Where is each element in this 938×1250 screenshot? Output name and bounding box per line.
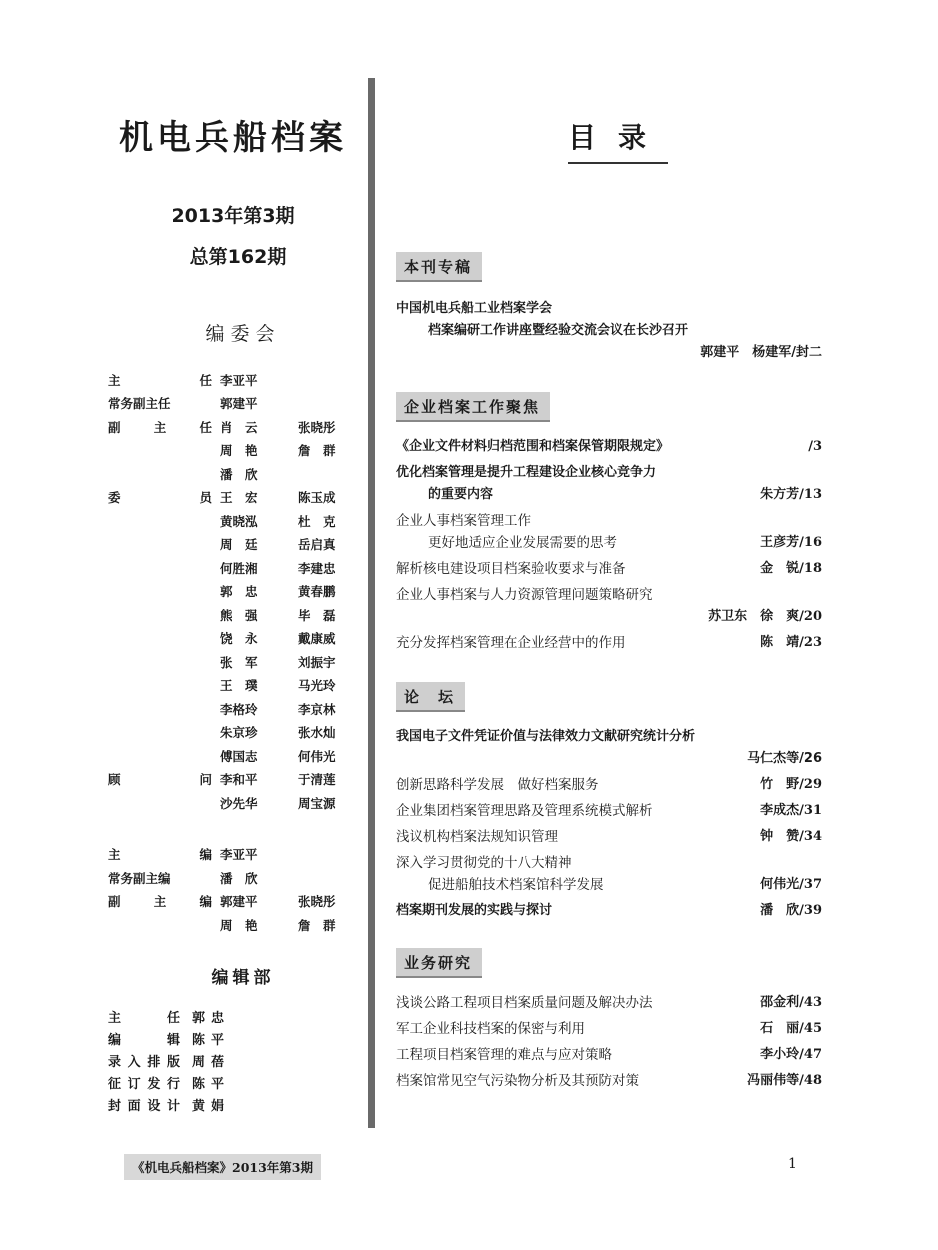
entry-author-page: 何伟光/37 <box>760 877 822 892</box>
staff-name: 周 艳 <box>220 443 258 459</box>
staff-role-char: 问 <box>199 772 212 788</box>
toc-entry <box>396 298 826 364</box>
toc-entry <box>396 900 826 922</box>
section-entries <box>396 992 826 1092</box>
staff-name: 毕 磊 <box>298 607 336 623</box>
editorial-role-char: 面 <box>127 1099 141 1114</box>
entry-title-line: 的重要内容 <box>428 487 494 502</box>
toc-entry <box>396 774 826 796</box>
masthead-column <box>108 100 358 1116</box>
editorial-name: 陈平 <box>192 1033 231 1048</box>
staff-role-char: 主 <box>153 894 167 910</box>
total-issue-number: 总第162期 <box>189 246 287 268</box>
entry-title-line: 企业集团档案管理思路及管理系统模式解析 <box>396 803 653 819</box>
staff-row <box>108 392 358 416</box>
journal-title: 机电兵船档案 <box>119 118 347 158</box>
editorial-title: 编辑部 <box>211 967 275 988</box>
staff-name: 肖 云 <box>220 419 258 435</box>
toc-entry <box>396 852 826 896</box>
entry-author-page: 李成杰/31 <box>760 803 822 818</box>
staff-role <box>108 371 212 389</box>
editorial-list <box>108 1006 358 1116</box>
staff-row <box>108 556 358 580</box>
editorial-role <box>108 1073 180 1092</box>
staff-role-char: 主 <box>108 847 121 863</box>
staff-role-char: 常务副主编 <box>108 870 171 886</box>
staff-name: 傅国志 <box>220 748 258 764</box>
staff-role-char: 副 <box>108 419 121 435</box>
staff-name: 朱京珍 <box>220 725 258 741</box>
toc-section <box>396 948 826 1096</box>
section-heading: 论 坛 <box>396 682 465 712</box>
entry-author-page: 朱方芳/13 <box>760 487 822 502</box>
section-entries <box>396 436 826 654</box>
staff-role-char: 编 <box>199 847 212 863</box>
staff-role-char: 副 <box>108 894 121 910</box>
staff-name: 潘 欣 <box>220 466 258 482</box>
staff-name: 李亚平 <box>220 847 258 863</box>
toc-entry <box>396 632 826 654</box>
entry-author-page: 金 锐/18 <box>760 561 822 576</box>
staff-role <box>108 770 212 788</box>
staff-name: 李京林 <box>298 701 336 717</box>
toc-entry <box>396 510 826 554</box>
staff-row <box>108 368 358 392</box>
staff-name: 岳启真 <box>298 537 336 553</box>
entry-title-line: 更好地适应企业发展需要的思考 <box>428 535 617 551</box>
staff-name: 戴康威 <box>298 631 336 647</box>
toc-entry <box>396 584 826 628</box>
entry-title-line: 《企业文件材料归档范围和档案保管期限规定》 <box>396 439 670 454</box>
editorial-row <box>108 1006 358 1028</box>
staff-name: 张晓彤 <box>298 894 336 910</box>
staff-role <box>108 418 212 436</box>
staff-role-char: 员 <box>199 490 212 506</box>
editorial-role-char: 排 <box>147 1055 161 1070</box>
editorial-row <box>108 1094 358 1116</box>
footer-journal-issue: 《机电兵船档案》2013年第3期 <box>124 1154 321 1180</box>
toc-entry <box>396 462 826 506</box>
editorial-role-char: 编 <box>108 1033 122 1048</box>
staff-row <box>108 744 358 768</box>
staff-name: 郭建平 <box>220 396 258 412</box>
entry-author-page: 李小玲/47 <box>760 1047 822 1062</box>
editorial-name: 陈平 <box>192 1077 231 1092</box>
staff-role-char: 主 <box>108 372 121 388</box>
editorial-role-char: 计 <box>166 1099 180 1114</box>
staff-row <box>108 603 358 627</box>
editorial-role-char: 征 <box>108 1077 122 1092</box>
entry-title-line: 中国机电兵船工业档案学会 <box>396 301 553 316</box>
column-divider <box>368 78 375 1128</box>
chief-editor-list <box>108 843 358 937</box>
staff-name: 马光玲 <box>298 678 336 694</box>
editorial-role-char: 行 <box>166 1077 180 1092</box>
staff-name: 刘振宇 <box>298 654 336 670</box>
editorial-role-char: 入 <box>127 1055 141 1070</box>
editorial-name: 黄娟 <box>192 1099 231 1114</box>
staff-name: 张水灿 <box>298 725 336 741</box>
staff-row <box>108 627 358 651</box>
toc-title: 目录 <box>568 116 668 164</box>
editorial-role-char: 订 <box>127 1077 141 1092</box>
staff-row <box>108 533 358 557</box>
entry-author-page: 邵金利/43 <box>760 995 822 1010</box>
staff-row <box>108 650 358 674</box>
staff-row <box>108 843 358 867</box>
staff-role-char: 编 <box>199 894 212 910</box>
staff-row <box>108 791 358 815</box>
staff-role <box>108 488 212 506</box>
toc-entry <box>396 1044 826 1066</box>
staff-row <box>108 697 358 721</box>
staff-row <box>108 439 358 463</box>
entry-title-line: 浅谈公路工程项目档案质量问题及解决办法 <box>396 995 653 1011</box>
section-entries <box>396 298 826 364</box>
staff-role-char: 主 <box>153 419 167 435</box>
staff-role <box>108 394 212 412</box>
staff-name: 张 军 <box>220 654 258 670</box>
staff-name: 潘 欣 <box>220 870 258 886</box>
staff-name: 周宝源 <box>298 795 336 811</box>
entry-title-line: 企业人事档案与人力资源管理问题策略研究 <box>396 587 653 603</box>
editorial-role-char: 任 <box>166 1011 180 1026</box>
staff-name: 何伟光 <box>298 748 336 764</box>
entry-title-line: 我国电子文件凭证价值与法律效力文献研究统计分析 <box>396 729 696 744</box>
entry-author-page: /3 <box>808 439 822 454</box>
staff-name: 张晓彤 <box>298 419 336 435</box>
entry-title-line: 企业人事档案管理工作 <box>396 513 531 529</box>
staff-name: 周 廷 <box>220 537 258 553</box>
staff-name: 黄晓泓 <box>220 513 258 529</box>
staff-name: 熊 强 <box>220 607 258 623</box>
page-number: 1 <box>788 1156 797 1172</box>
entry-title-line: 创新思路科学发展 做好档案服务 <box>396 777 599 793</box>
toc-entry <box>396 436 826 458</box>
staff-name: 周 艳 <box>220 917 258 933</box>
staff-role-char: 顾 <box>108 772 121 788</box>
toc-entry <box>396 1018 826 1040</box>
entry-title-line: 档案编研工作讲座暨经验交流会议在长沙召开 <box>428 323 689 338</box>
editorial-role-char: 封 <box>108 1099 122 1114</box>
entry-title-line: 军工企业科技档案的保密与利用 <box>396 1021 585 1037</box>
entry-title-line: 工程项目档案管理的难点与应对策略 <box>396 1047 612 1063</box>
editorial-role-char: 发 <box>147 1077 161 1092</box>
staff-name: 何胜湘 <box>220 560 258 576</box>
entry-author-page: 王彦芳/16 <box>760 535 822 550</box>
staff-row <box>108 462 358 486</box>
staff-row <box>108 768 358 792</box>
toc-entry <box>396 800 826 822</box>
staff-row <box>108 890 358 914</box>
staff-name: 于清莲 <box>298 772 336 788</box>
editorial-role-char: 设 <box>147 1099 161 1114</box>
editorial-role-char: 辑 <box>166 1033 180 1048</box>
editorial-role <box>108 1095 180 1114</box>
section-heading: 企业档案工作聚焦 <box>396 392 550 422</box>
staff-role-char: 常务副主任 <box>108 396 171 412</box>
editorial-role-char: 录 <box>108 1055 122 1070</box>
editorial-name: 周蓓 <box>192 1055 231 1070</box>
section-heading: 业务研究 <box>396 948 482 978</box>
staff-role <box>108 845 212 863</box>
staff-name: 李建忠 <box>298 560 336 576</box>
entry-title-line: 解析核电建设项目档案验收要求与准备 <box>396 561 626 577</box>
section-entries <box>396 726 826 922</box>
staff-row <box>108 509 358 533</box>
entry-author-page: 苏卫东 徐 爽/20 <box>708 609 822 624</box>
staff-role-char: 任 <box>199 372 212 388</box>
editorial-role <box>108 1007 180 1026</box>
staff-name: 郭建平 <box>220 894 258 910</box>
staff-name: 饶 永 <box>220 631 258 647</box>
entry-author-page: 石 丽/45 <box>760 1021 822 1036</box>
entry-author-page: 竹 野/29 <box>760 777 822 792</box>
issue-number: 2013年第3期 <box>171 205 295 227</box>
toc-entry <box>396 826 826 848</box>
staff-name: 詹 群 <box>298 443 336 459</box>
entry-author-page: 郭建平 杨建军/封二 <box>700 345 822 360</box>
entry-author-page: 冯丽伟等/48 <box>747 1073 822 1088</box>
toc-entry <box>396 558 826 580</box>
staff-row <box>108 415 358 439</box>
staff-name: 陈玉成 <box>298 490 336 506</box>
staff-row <box>108 866 358 890</box>
entry-author-page: 马仁杰等/26 <box>747 751 822 766</box>
toc-section <box>396 682 826 926</box>
entry-title-line: 充分发挥档案管理在企业经营中的作用 <box>396 635 626 651</box>
editorial-name: 郭忠 <box>192 1011 231 1026</box>
editorial-role <box>108 1029 180 1048</box>
editorial-row <box>108 1050 358 1072</box>
section-heading: 本刊专稿 <box>396 252 482 282</box>
staff-name: 詹 群 <box>298 917 336 933</box>
entry-author-page: 钟 赞/34 <box>760 829 822 844</box>
entry-author-page: 陈 靖/23 <box>760 635 822 650</box>
entry-author-page: 潘 欣/39 <box>760 903 822 918</box>
committee-title: 编委会 <box>205 323 281 345</box>
staff-row <box>108 913 358 937</box>
staff-row <box>108 486 358 510</box>
editorial-role <box>108 1051 180 1070</box>
staff-name: 李和平 <box>220 772 258 788</box>
staff-name: 李亚平 <box>220 372 258 388</box>
entry-title-line: 浅议机构档案法规知识管理 <box>396 829 558 845</box>
entry-title-line: 档案期刊发展的实践与探讨 <box>396 903 553 918</box>
toc-section <box>396 392 826 658</box>
staff-role-char: 任 <box>199 419 212 435</box>
staff-role-char: 委 <box>108 490 121 506</box>
staff-name: 王 璞 <box>220 678 258 694</box>
staff-name: 沙先华 <box>220 795 258 811</box>
toc-entry <box>396 992 826 1014</box>
entry-title-line: 优化档案管理是提升工程建设企业核心竞争力 <box>396 465 657 480</box>
editorial-role-char: 版 <box>166 1055 180 1070</box>
staff-row <box>108 674 358 698</box>
staff-row <box>108 721 358 745</box>
editorial-role-char: 主 <box>108 1011 122 1026</box>
editorial-row <box>108 1072 358 1094</box>
toc-section <box>396 252 826 368</box>
entry-title-line: 深入学习贯彻党的十八大精神 <box>396 855 572 871</box>
toc-entry <box>396 1070 826 1092</box>
toc-entry <box>396 726 826 770</box>
editorial-row <box>108 1028 358 1050</box>
staff-name: 郭 忠 <box>220 584 258 600</box>
staff-name: 李格玲 <box>220 701 258 717</box>
staff-name: 杜 克 <box>298 513 336 529</box>
entry-title-line: 档案馆常见空气污染物分析及其预防对策 <box>396 1073 639 1089</box>
staff-name: 黄春鹏 <box>298 584 336 600</box>
staff-role <box>108 869 212 887</box>
staff-role <box>108 892 212 910</box>
staff-row <box>108 580 358 604</box>
entry-title-line: 促进船舶技术档案馆科学发展 <box>428 877 604 893</box>
staff-name: 王 宏 <box>220 490 258 506</box>
committee-list <box>108 368 358 815</box>
